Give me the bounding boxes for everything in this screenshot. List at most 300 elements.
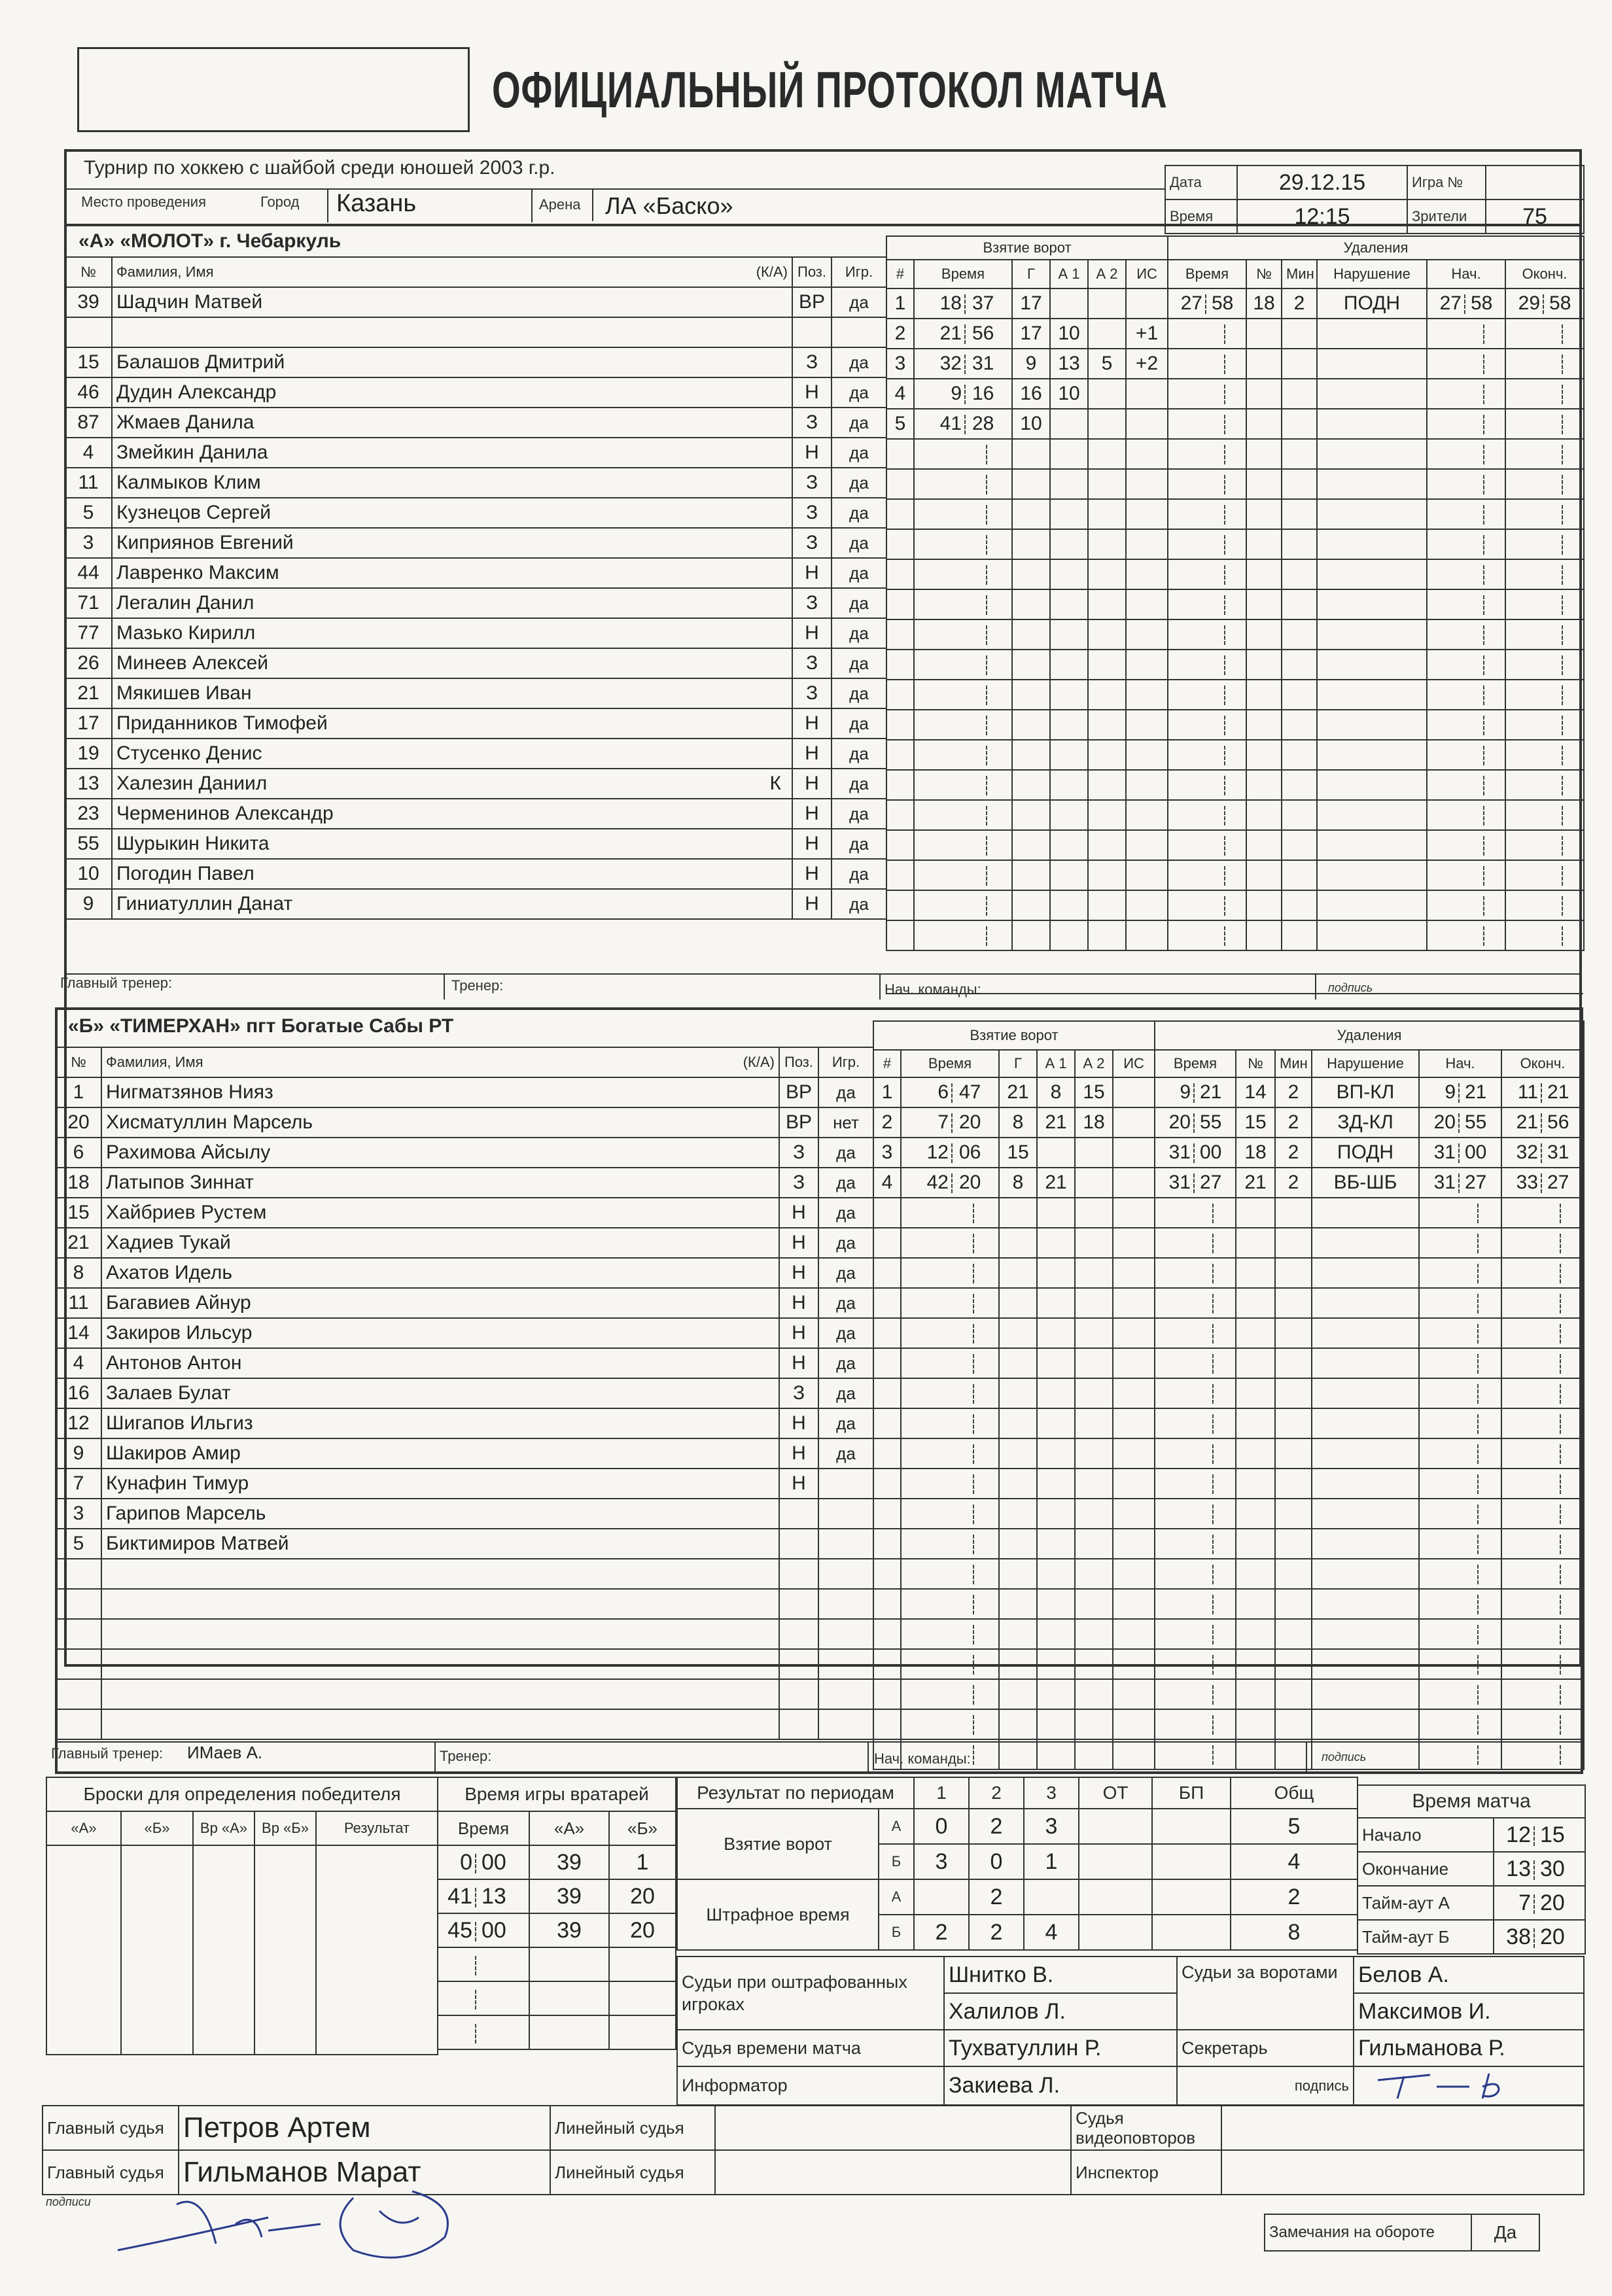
period-col-3: 3 [1024,1777,1079,1809]
penalty-minutes [1282,860,1317,890]
goal-situation [1113,1198,1155,1228]
penalty-time [1168,710,1246,740]
goals-a-so [1152,1809,1231,1844]
penalty-start [1427,650,1505,680]
goals-b-p2: 0 [969,1844,1024,1879]
time-label: Время [1165,200,1237,234]
goal-assist-1 [1037,1318,1075,1348]
penalty-end [1505,499,1584,529]
time-sep [1541,1174,1547,1193]
goal-row [886,800,1168,830]
time-sep [1477,1444,1479,1464]
penalty-minutes [1282,469,1317,499]
penalty-player [1246,439,1282,469]
goal-scorer: 17 [1012,288,1050,319]
goal-situation: +2 [1126,349,1168,379]
penalty-infraction [1312,1649,1419,1679]
player-name-text: Гарипов Марсель [106,1503,266,1524]
goal-scorer [1012,619,1050,650]
penalty-player [1246,920,1282,950]
goal-assist-2 [1075,1408,1113,1438]
goal-row [873,1499,1155,1529]
goals-b-total: 4 [1231,1844,1358,1879]
penalty-player [1246,770,1282,800]
penalty-end [1505,680,1584,710]
divider [444,973,445,1000]
goalie-b [609,2015,676,2049]
pim-a-ot [1079,1879,1152,1915]
goal-assist-1 [1037,1348,1075,1378]
secretary-label: Секретарь [1177,2030,1354,2066]
player-number: 19 [65,739,112,769]
player-position: З [792,678,832,708]
referee-2-label: Главный судья [43,2150,179,2195]
penalty-box-official-2: Халилов Л. [944,1993,1177,2030]
goal-time [901,1619,999,1649]
player-played [818,1529,873,1559]
time-sep [951,1143,959,1163]
divider [64,224,1582,226]
player-name-text: Закиров Ильсур [106,1322,253,1344]
player-number: 13 [65,769,112,799]
player-position: Н [792,438,832,468]
penalty-start [1419,1679,1501,1709]
goal-assist-2 [1088,920,1126,950]
time-sep [1224,776,1225,795]
player-row [65,708,886,739]
player-name [112,618,792,648]
penalty-start [1427,589,1505,619]
player-position: Н [779,1469,818,1499]
divider [879,973,881,1000]
goal-row [886,650,1168,680]
player-name [112,708,792,739]
goal-assist-1 [1037,1589,1075,1619]
goal-second: 20 [959,1172,981,1193]
penalty-infraction [1317,589,1427,619]
goalie-a [529,1947,609,1981]
col-goal-time: Время [901,1050,999,1077]
goal-scorer [999,1438,1037,1469]
penalty-end [1505,589,1584,619]
penalty-start-minute: 31 [1433,1172,1456,1193]
player-position: З [792,588,832,618]
penalty-infraction [1317,830,1427,860]
penalty-time [1155,1739,1236,1769]
time-sep [973,1535,974,1554]
penalty-infraction [1317,770,1427,800]
time-sep [973,1204,974,1223]
penalty-end [1501,1107,1584,1138]
time-sep [1477,1685,1479,1705]
player-name [101,1198,779,1228]
time-sep [1562,866,1563,886]
team-b-roster [55,1047,874,1740]
time-sep [1483,806,1484,826]
time-sep [1224,355,1225,374]
player-name [112,377,792,408]
player-played: да [818,1288,873,1318]
penalty-player [1246,740,1282,770]
penalty-time [1168,800,1246,830]
tournament-title: Турнир по хоккею с шайбой среди юношей 2003 г.р. [84,157,555,179]
time-sep [973,1505,974,1524]
penalty-row [1168,650,1584,680]
goal-scorer: 21 [999,1077,1037,1107]
goal-assist-1 [1050,439,1088,469]
player-played: нет [818,1107,873,1138]
goal-number [886,650,914,680]
player-number: 87 [65,408,112,438]
time-sep [1477,1535,1479,1554]
pim-b-p2: 2 [969,1915,1024,1950]
time-sep [1224,385,1225,404]
team-b-head-coach: ИМаев А. [187,1743,263,1762]
penalty-row [1168,710,1584,740]
team-b-title: «Б» «ТИМЕРХАН» пгт Богатые Сабы РТ [68,1015,454,1037]
goal-time [914,770,1012,800]
player-position: Н [779,1198,818,1228]
player-name [101,1077,779,1107]
player-name [112,287,792,317]
time-sep [1477,1384,1479,1404]
penalty-infraction: ВП-КЛ [1312,1077,1419,1107]
goal-time [901,1529,999,1559]
goal-number [873,1198,901,1228]
penalty-time [1168,288,1246,319]
penalty-time [1168,650,1246,680]
time-sep [1483,355,1484,374]
col-goal-scorer: Г [1012,260,1050,288]
penalty-player [1236,1589,1275,1619]
player-row [56,1709,873,1739]
player-name-text: Рахимова Айсылу [106,1141,271,1163]
penalty-end [1505,830,1584,860]
penalty-row [1168,770,1584,800]
goal-number [873,1499,901,1529]
time-sep [1533,1860,1540,1880]
goal-scorer [999,1258,1037,1288]
match-time-value-minute: 12 [1506,1822,1531,1847]
goal-assist-2 [1088,589,1126,619]
penalty-player [1236,1198,1275,1228]
goals-a-p2: 2 [969,1809,1024,1844]
time-sep [475,1990,476,2009]
penalty-player [1246,860,1282,890]
goal-assist-1 [1050,920,1088,950]
penalty-infraction [1312,1198,1419,1228]
penalty-row [1155,1589,1584,1619]
time-sep [1477,1474,1479,1494]
time-sep [1477,1324,1479,1344]
penalty-player: 18 [1236,1138,1275,1168]
player-name-text: Багавиев Айнур [106,1292,251,1313]
player-played: да [832,528,886,558]
goal-scorer [1012,469,1050,499]
time-sep [1483,655,1484,675]
penalty-player: 18 [1246,288,1282,319]
goalie-change-time-minute: 0 [460,1849,472,1875]
goal-number [886,860,914,890]
shootout-col-b: «Б» [121,1811,193,1845]
goal-situation [1126,770,1168,800]
player-played: да [832,889,886,919]
player-number: 18 [56,1168,101,1198]
time-sep [986,806,987,826]
team-b-signature-label: подпись [1322,1750,1367,1764]
time-sep [1562,896,1563,916]
divider [55,1741,1583,1743]
goal-assist-1 [1037,1619,1075,1649]
goal-row [886,499,1168,529]
player-played: да [818,1318,873,1348]
goal-row [886,619,1168,650]
goal-assist-1 [1037,1499,1075,1529]
player-row [65,468,886,498]
penalty-player [1246,800,1282,830]
goal-row [886,379,1168,409]
goal-number [873,1649,901,1679]
divider [886,993,1583,994]
time-sep [973,1444,974,1464]
player-played: да [818,1077,873,1107]
time-sep [1477,1234,1479,1253]
player-number: 3 [65,528,112,558]
goal-assist-2 [1088,288,1126,319]
player-name-text: Калмыков Клим [116,472,261,493]
goal-row [873,1469,1155,1499]
linesman-2-label: Линейный судья [550,2150,715,2195]
player-position: Н [779,1318,818,1348]
player-name [112,739,792,769]
penalty-start [1419,1499,1501,1529]
time-sep [1224,565,1225,585]
time-sep [1212,1535,1214,1554]
pim-a-so [1152,1879,1231,1915]
player-name [101,1679,779,1709]
penalty-row [1168,559,1584,589]
penalty-start [1427,710,1505,740]
player-played: да [818,1348,873,1378]
penalty-start [1419,1709,1501,1739]
penalty-infraction [1317,379,1427,409]
player-name-text: Шигапов Ильгиз [106,1412,253,1434]
time-sep [986,535,987,555]
goal-time [901,1499,999,1529]
time-sep [1483,505,1484,525]
time-sep [1483,475,1484,495]
player-row [65,408,886,438]
penalty-minutes [1275,1348,1312,1378]
penalty-end [1501,1529,1584,1559]
goal-situation [1126,619,1168,650]
penalty-end [1505,650,1584,680]
referee-1: Петров Артем [179,2106,550,2150]
col-goal-is: ИС [1126,260,1168,288]
goal-time [914,740,1012,770]
player-played [832,317,886,347]
penalty-start [1419,1228,1501,1258]
player-played: да [818,1378,873,1408]
time-sep [1224,445,1225,464]
penalty-infraction: ПОДН [1312,1138,1419,1168]
penalty-player [1246,499,1282,529]
goalie-a [529,2015,609,2049]
player-played: да [818,1138,873,1168]
player-name [101,1649,779,1679]
time-sep [1224,535,1225,555]
penalty-time [1155,1469,1236,1499]
shootout-col-a: «А» [46,1811,121,1845]
goal-assist-1 [1037,1529,1075,1559]
goal-scorer [1012,589,1050,619]
penalty-end [1501,1619,1584,1649]
player-position: З [792,347,832,377]
goal-situation [1113,1408,1155,1438]
player-row [56,1529,873,1559]
time-sep [1477,1264,1479,1283]
player-played: да [832,648,886,678]
player-row [56,1408,873,1438]
player-name-text: Дудин Александр [116,381,277,403]
goal-time [914,650,1012,680]
goals-title: Взятие ворот [873,1021,1155,1050]
penalty-player [1246,469,1282,499]
time-sep [1477,1745,1479,1765]
goal-time [914,680,1012,710]
penalty-start [1427,619,1505,650]
goal-row [886,409,1168,439]
player-name-text: Балашов Дмитрий [116,351,285,373]
period-col-total: Общ [1231,1777,1358,1809]
player-name-text: Змейкин Данила [116,442,268,463]
penalty-time [1155,1589,1236,1619]
time-sep [1483,776,1484,795]
goal-assist-2 [1075,1499,1113,1529]
goal-situation [1113,1258,1155,1288]
goal-number: 2 [886,319,914,349]
goal-time [901,1709,999,1739]
player-name [112,648,792,678]
player-name-text: Хайбриев Рустем [106,1202,267,1223]
secretary-signature [1354,2066,1584,2105]
goal-situation [1126,800,1168,830]
goal-time [901,1408,999,1438]
date-value: 29.12.15 [1237,165,1407,200]
secretary: Гильманова Р. [1354,2030,1584,2066]
goal-assist-1 [1050,890,1088,920]
penalty-infraction [1312,1438,1419,1469]
player-played: да [832,829,886,859]
time-sep [986,776,987,795]
time-sep [475,2024,476,2044]
city-label: Город [260,194,300,210]
goal-minute: 6 [937,1081,949,1103]
goal-assist-1 [1037,1559,1075,1589]
penalty-minutes [1275,1258,1312,1288]
penalty-end [1505,770,1584,800]
time-sep [986,896,987,916]
penalty-start [1427,740,1505,770]
penalty-time-minute: 9 [1180,1081,1191,1103]
player-row [65,528,886,558]
penalty-start [1427,800,1505,830]
penalty-player [1246,650,1282,680]
goal-assist-2 [1075,1529,1113,1559]
goal-situation [1126,409,1168,439]
col-played: Игр. [832,257,886,287]
goal-assist-1 [1050,499,1088,529]
goal-time [914,830,1012,860]
penalty-minutes: 2 [1275,1077,1312,1107]
penalty-start [1427,529,1505,559]
col-goal-a2: А 2 [1075,1050,1113,1077]
penalty-player [1246,319,1282,349]
player-name-text: Нигматзянов Нияз [106,1081,273,1103]
divider [434,1741,436,1773]
goalie-b: 1 [609,1845,676,1879]
penalty-infraction [1312,1348,1419,1378]
player-number: 5 [65,498,112,528]
player-row [56,1438,873,1469]
time-sep [475,1922,482,1941]
player-name-text: Минеев Алексей [116,652,269,674]
time-sep [1477,1595,1479,1614]
player-row [56,1619,873,1649]
player-row [65,498,886,528]
col-num: № [65,257,112,287]
time-sep [1562,806,1563,826]
penalty-infraction [1317,619,1427,650]
goals-a-ot [1079,1809,1152,1844]
period-col-ot: ОТ [1079,1777,1152,1809]
penalty-time [1155,1649,1236,1679]
penalty-minutes [1282,800,1317,830]
goalie-row [438,1879,676,1913]
time-sep [1560,1204,1561,1223]
penalty-start [1427,499,1505,529]
player-name [112,769,792,799]
goal-assist-1 [1050,559,1088,589]
penalty-end [1501,1559,1584,1589]
penalty-minutes [1275,1438,1312,1469]
goal-number [886,589,914,619]
time-sep [1224,896,1225,916]
time-sep [1205,294,1212,314]
penalty-time-second: 27 [1200,1172,1222,1193]
match-time-table [1357,1784,1586,1955]
col-goal-a1: А 1 [1050,260,1088,288]
time-sep [973,1264,974,1283]
goal-time [914,349,1012,379]
goal-assist-2 [1075,1739,1113,1769]
match-time-row [1358,1852,1585,1886]
pim-a-p3 [1024,1879,1079,1915]
player-row [56,1499,873,1529]
time-sep [973,1384,974,1404]
player-row [56,1168,873,1198]
player-number: 4 [65,438,112,468]
time-sep [1560,1414,1561,1434]
col-num: № [56,1047,101,1077]
player-number: 7 [56,1469,101,1499]
informer-label: Информатор [677,2066,944,2105]
time-sep [1212,1565,1214,1584]
penalty-minutes [1275,1559,1312,1589]
time-sep [1477,1655,1479,1675]
goal-row [886,740,1168,770]
player-row [56,1348,873,1378]
